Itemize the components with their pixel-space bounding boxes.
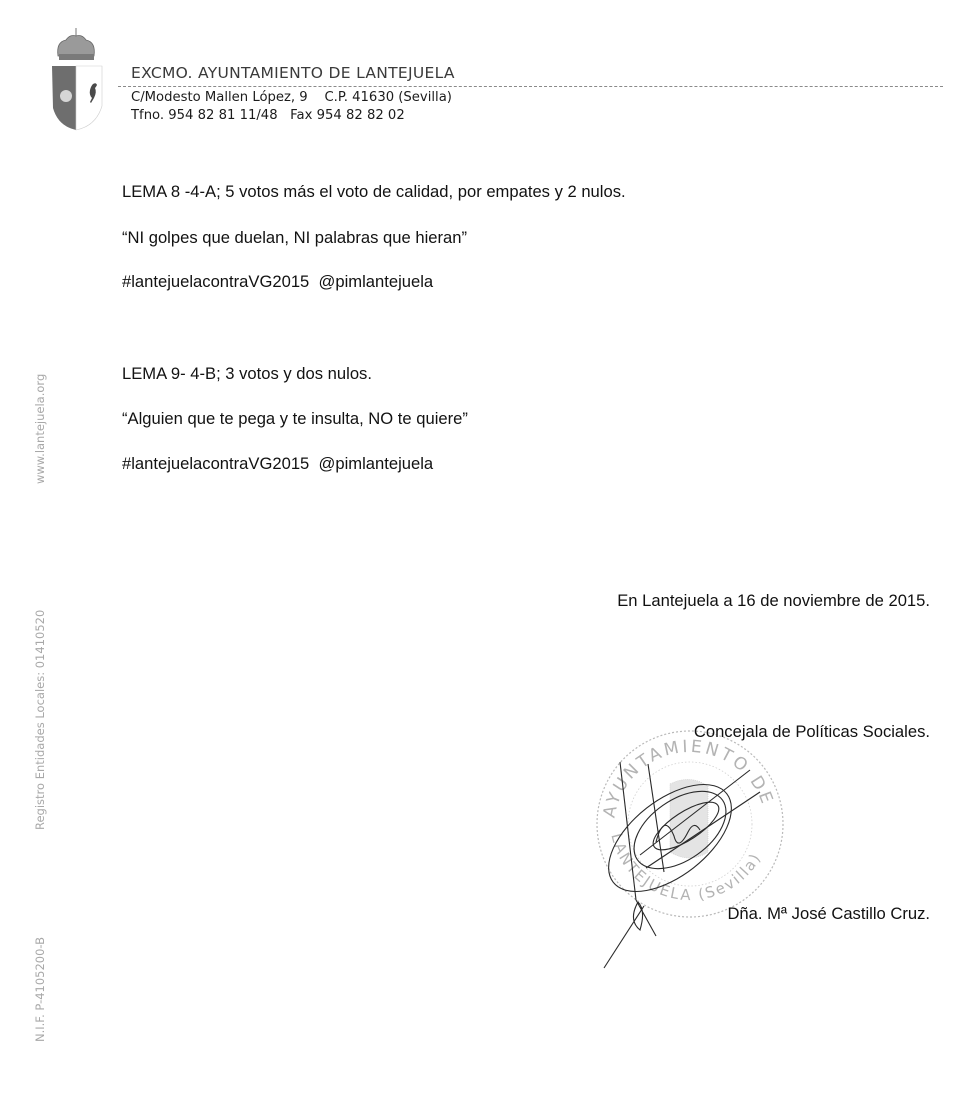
letterhead-divider (118, 86, 943, 87)
letterhead-title: EXCMO. AYUNTAMIENTO DE LANTEJUELA (131, 64, 455, 82)
lema-9-slogan: “Alguien que te pega y te insulta, NO te quiere” (122, 409, 468, 428)
handwritten-signature (600, 760, 800, 970)
lema-9-result: LEMA 9- 4-B; 3 votos y dos nulos. (122, 364, 372, 383)
lema-8-tags: #lantejuelacontraVG2015 @pimlantejuela (122, 272, 434, 291)
letterhead-phone-fax: Tfno. 954 82 81 11/48 Fax 954 82 82 02 (131, 108, 405, 123)
lema-9-tags: #lantejuelacontraVG2015 @pimlantejuela (122, 454, 434, 473)
svg-text:LANTEJUELA (Sevilla): LANTEJUELA (Sevilla) (607, 831, 766, 905)
side-website: www.lantejuela.org (33, 373, 47, 484)
side-nif: N.I.F. P-4105200-B (33, 936, 47, 1042)
side-registry: Registro Entidades Locales: 01410520 (33, 609, 47, 830)
svg-text:AYUNTAMIENTO DE: AYUNTAMIENTO DE (599, 736, 778, 820)
coat-of-arms-icon (50, 26, 112, 132)
lema-8-result: LEMA 8 -4-A; 5 votos más el voto de calidad, por empates y 2 nulos. (122, 182, 626, 201)
letterhead-address: C/Modesto Mallen López, 9 C.P. 41630 (Sevilla) (131, 90, 452, 105)
place-date: En Lantejuela a 16 de noviembre de 2015. (617, 591, 930, 610)
signer-role: Concejala de Políticas Sociales. (693, 722, 930, 741)
lema-8-slogan: “NI golpes que duelan, NI palabras que hieran” (122, 228, 468, 247)
signer-name: Dña. Mª José Castillo Cruz. (727, 904, 930, 923)
